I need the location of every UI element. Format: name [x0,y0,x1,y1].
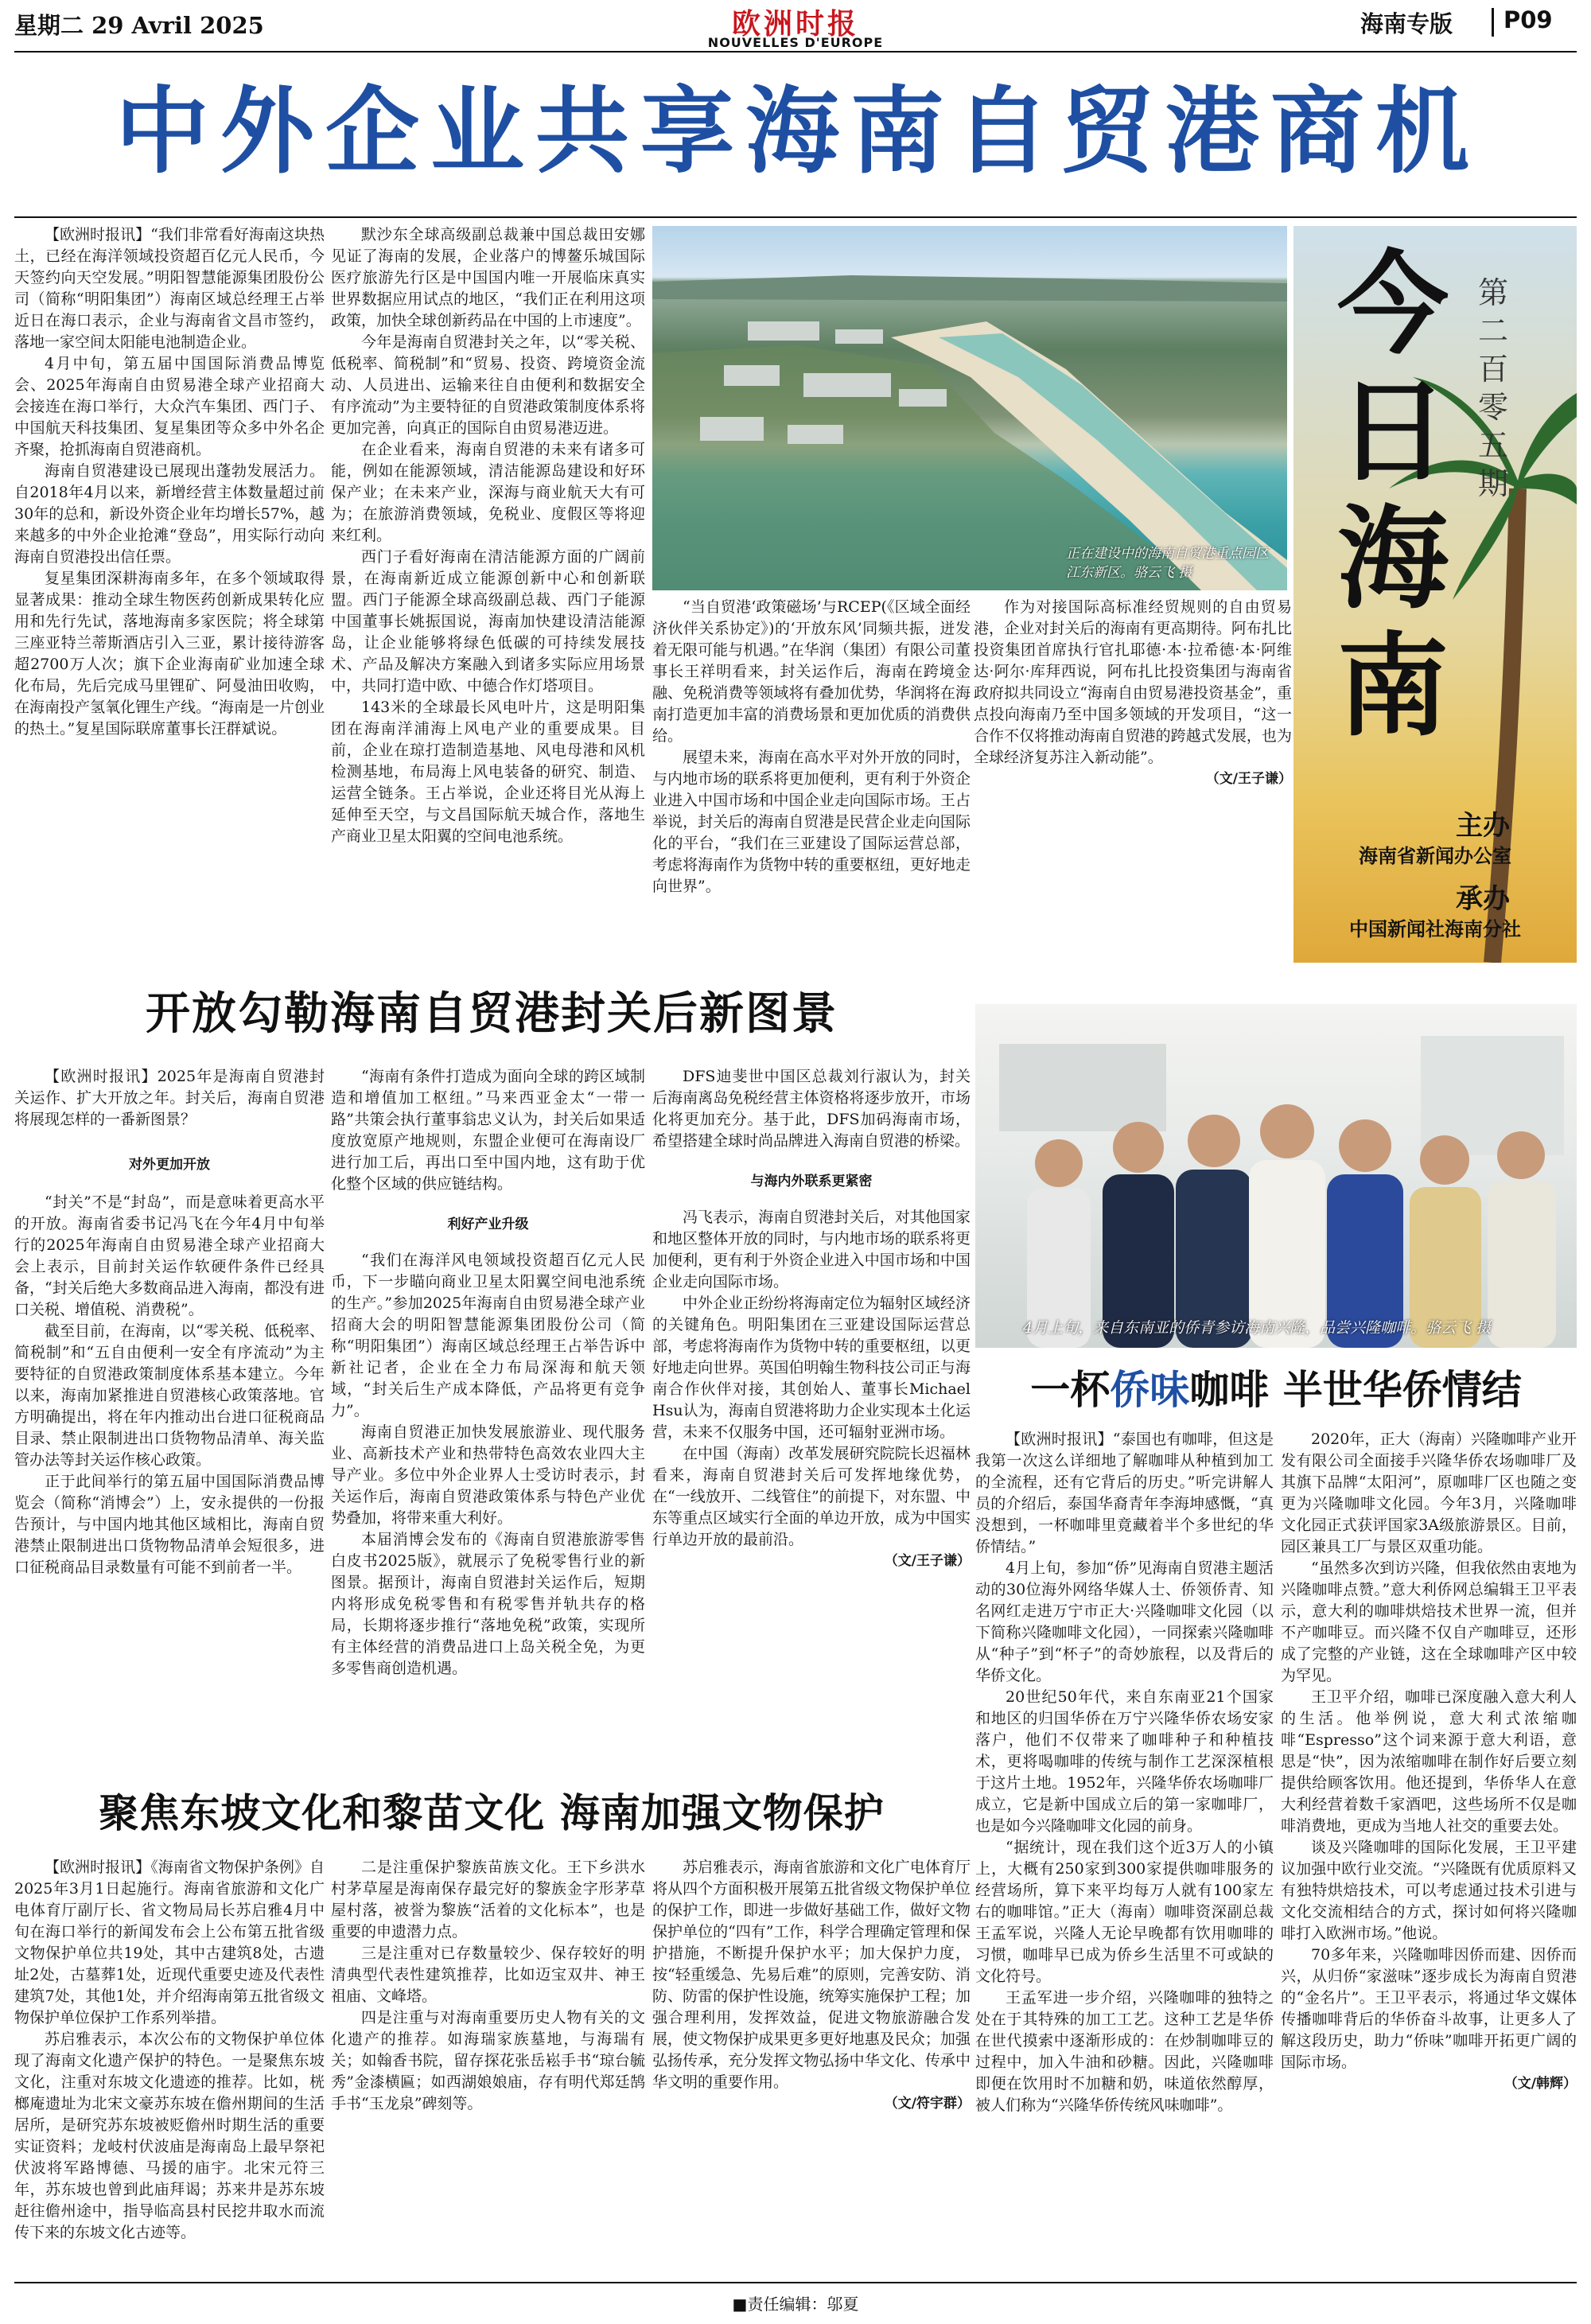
article2-p6: 海南自贸港正加快发展旅游业、现代服务业、高新技术产业和热带特色高效农业四大主导产业。多位中外企业界人士受访时表示，封关运作后，海南自贸港政策体系与特色产业优势叠加，将带来重大利好。 [331,1423,645,1527]
article3-byline: （文/韩辉） [1503,2076,1577,2092]
article2-p11: 在中国（海南）改革发展研究院院长迟福林看来，海南自贸港封关后可发挥地缘优势，在“一线放开、二线管住”的前提下，对东盟、中东等重点区域实行全面的单边开放，成为中国实行单边开放的最前沿。 [652,1445,971,1548]
article1-p7: 在企业看来，海南自贸港的未来有诸多可能，例如在能源领域，清洁能源岛建设和好环保产业；在未来产业，深海与商业航天大有可为；在旅游消费领域，免税业、度假区等将迎来红利。 [331,441,645,544]
coastline-aerial-photo [652,226,1287,590]
banner-title [1333,242,1461,751]
article1-p9: 143米的全球最长风电叶片，这是明阳集团在海南洋浦海上风电产业的重要成果。目前，企业在琼打造制造基地、风电母港和风机检测基地，布局海上风电装备的研究、制造、运营全链条。王占举说，企业还将目光从海上延伸至天空，与文昌国际航天城合作，落地生产商业卫星太阳翼的空间电池系统。 [331,699,645,845]
article1-p12: 作为对接国际高标准经贸规则的自由贸易港，企业对封关后的海南有更高期待。阿布扎比投资集团首席执行官扎耶德·本·拉希德·本·阿维达·阿尔·库拜西说，阿布扎比投资集团与海南省政府拟共同设立“海南自由贸易港投资基金”，重点投向海南乃至中国多领域的开发项目，“这一合作不仅将推动海南自贸港的跨越式发展，也为全球经济复苏注入新动能”。 [974,598,1292,766]
group-photo-caption: 4月上旬，来自东南亚的侨青参访海南兴隆，品尝兴隆咖啡。骆云飞 摄 [1023,1319,1492,1337]
today-hainan-banner [1293,226,1577,963]
article4-col1 [14,1857,325,2271]
article2-p3: 正于此间举行的第五届中国国际消费品博览会（简称“消博会”）上，安永提供的一份报告预计，与中国内地其他区域相比，海南自贸港禁止限制进出口货物物品清单会短很多，进口征税商品目录数量有可能不到前者一半。 [14,1473,325,1576]
article2-p4: “海南有条件打造成为面向全球的跨区域制造和增值加工枢纽。”马来西亚金太“一带一路”共策会执行董事翁忠义认为，封关后如果适度放宽原产地规则，东盟企业便可在海南设厂进行加工后，再出口至中国内地，这有助于优化整个区域的供应链结构。 [331,1068,645,1193]
article3-title-pre: 一杯 [1030,1367,1111,1413]
group-photo-illustration [975,1004,1577,1348]
article1-p3: 海南自贸港建设已展现出蓬勃发展活力。自2018年4月以来，新增经营主体数量超过前30年的总和，新设外资企业年均增长57%，越来越多的中外企业抢滩“登岛”，用实际行动向海南自贸港投出信任票。 [14,462,325,566]
article3-p2: 4月上旬，参加“侨”见海南自贸港主题活动的30位海外网络华媒人士、侨领侨青、知名网红走进万宁市正大·兴隆咖啡文化园（以下简称兴隆咖啡文化园），一同探索兴隆咖啡从“种子”到“杯子”的奇妙旅程，以及背后的华侨文化。 [975,1559,1274,1684]
article4-p1: 【欧洲时报讯】《海南省文物保护条例》自2025年3月1日起施行。海南省旅游和文化广电体育厅副厅长、省文物局局长苏启雅4月中旬在海口举行的新闻发布会上公布第五批省级文物保护单位共19处，其中古建筑8处，古遗址2处，古墓葬1处，近现代重要史迹及代表性建筑7处，其他1处，并介绍海南第五批省级文物保护单位保护工作系列举措。 [14,1859,325,2026]
article2-p1: “封关”不是“封岛”，而是意味着更高水平的开放。海南省委书记冯飞在今年4月中旬举行的2025年海南自由贸易港全球产业招商大会上表示，目前封关运作软硬件条件已经具备，“封关后绝大多数商品进入海南，都没有进口关税、增值税、消费税”。 [14,1193,325,1318]
banner-host: 海南省新闻办公室 [1359,845,1511,867]
article2-p7: 本届消博会发布的《海南自贸港旅游零售白皮书2025版》，就展示了免税零售行业的新图景。据预计，海南自贸港封关运作后，短期内将形成免税零售和有税零售并轨共存的格局，长期将逐步推行“落地免税”政策，实现所有主体经营的消费品进口上岛关税全免，为更多零售商创造机遇。 [331,1531,645,1677]
footer-editor: ■责任编辑：邬夏 [732,2295,859,2314]
article3-p3: 20世纪50年代，来自东南亚21个国家和地区的归国华侨在万宁兴隆华侨农场安家落户，他们不仅带来了咖啡种子和种植技术，更将喝咖啡的传统与制作工艺深深植根于这片土地。1952年，兴隆华侨农场咖啡厂成立，它是新中国成立后的第一家咖啡厂，也是如今兴隆咖啡文化园的前身。 [975,1688,1274,1835]
article2-col2 [331,1066,645,1773]
coffee-visit-group-photo [975,1004,1577,1348]
section-name: 海南专版 [1360,10,1453,37]
article3-p10: 70多年来，兴隆咖啡因侨而建、因侨而兴，从归侨“家滋味”逐步成长为海南自贸港的“金名片”。王卫平表示，将通过华文媒体传播咖啡背后的华侨奋斗故事，让更多人了解这段历史，助力“侨味”咖啡开拓更广阔的国际市场。 [1281,1946,1577,2071]
article1-col4 [974,597,1292,963]
article2-p8: DFS迪斐世中国区总裁刘行淑认为，封关后海南离岛免税经营主体资格将逐步放开，市场化将更加充分。基于此，DFS加码海南市场，希望搭建全球时尚品牌进入海南自贸港的桥梁。 [652,1068,971,1150]
header-rule [14,51,1577,53]
article3-p7: “虽然多次到访兴隆，但我依然由衷地为兴隆咖啡点赞。”意大利侨网总编辑王卫平表示，意大利的咖啡烘焙技术世界一流，但并不产咖啡豆。而兴隆不仅自产咖啡豆，还形成了完整的产业链，这在全球咖啡产区中较为罕见。 [1281,1559,1577,1684]
article2-p10: 中外企业正纷纷将海南定位为辐射区域经济的关键角色。明阳集团在三亚建设国际运营总部，考虑将海南作为货物中转的重要枢纽，以更好地走向世界。英国伯明翰生物科技公司正与海南合作伙伴对接，其创始人、董事长Michael Hsu认为，海南自贸港将助力企业实现本土化运营，未来不仅服务中国，还可辐射亚洲市场。 [652,1294,971,1441]
article2-p5: “我们在海洋风电领域投资超百亿元人民币，下一步瞄向商业卫星太阳翼空间电池系统的生产。”参加2025年海南自由贸易港全球产业招商大会的明阳智慧能源集团股份公司（简称“明阳集团”）海南区域总经理王占举告诉中新社记者，企业在全力布局深海和航天领域，“封关后生产成本降低，产品将更有竞争力”。 [331,1252,645,1419]
article2-col1 [14,1066,325,1773]
banner-issue: 第二百零五期 [1478,275,1509,501]
article4-byline: （文/符宇群） [884,2096,971,2112]
article2-p9: 冯飞表示，海南自贸港封关后，对其他国家和地区整体开放的同时，与内地市场的联系将更加便利，更有利于外资企业进入中国市场和中国企业走向国际市场。 [652,1209,971,1290]
banner-org: 中国新闻社海南分社 [1349,918,1521,940]
article2-subheading-2: 利好产业升级 [447,1216,529,1232]
article3-p6: 2020年，正大（海南）兴隆咖啡产业开发有限公司全面接手兴隆华侨农场咖啡厂及其旗下品牌“太阳河”，原咖啡厂区也随之变更为兴隆咖啡文化园。今年3月，兴隆咖啡文化园正式获评国家3A级旅游景区。目前，园区兼具工厂与景区双重功能。 [1281,1431,1577,1555]
article4-p5: 四是注重与对海南重要历史人物有关的文化遗产的推荐。如海瑞家族墓地，与海瑞有关；如翰香书院，留存探花张岳崧手书“琼台毓秀”金漆横匾；如西湖娘娘庙，存有明代郑廷鹄手书“玉龙泉”碑刻等。 [331,2009,645,2112]
article1-p10: “当自贸港‘政策磁场’与RCEP(《区域全面经济伙伴关系协定》)的‘开放东风’同频共振，迸发着无限可能与机遇。”在华润（集团）有限公司董事长王祥明看来，封关运作后，海南在跨境金融、免税消费等领域将有叠加优势，华润将在海南打造更加丰富的消费场景和更加优质的消费供给。 [652,598,971,745]
article4-p4: 三是注重对已存数量较少、保存较好的明清典型代表性建筑推荐，比如迈宝双井、神王祖庙、文峰塔。 [331,1944,645,2005]
article1-col2 [331,224,645,963]
issue-date: 星期二 29 Avril 2025 [14,12,264,39]
banner-org-label: 承办 [1456,883,1510,915]
article1-p2: 4月中旬，第五届中国国际消费品博览会、2025年海南自由贸易港全球产业招商大会接连在海口举行，大众汽车集团、西门子、中国航天科技集团、复星集团等众多中外名企齐聚，抢抓海南自贸港商机。 [14,355,325,458]
header-divider [1492,8,1494,37]
headline-rule [14,216,1577,218]
article1-p4: 复星集团深耕海南多年，在多个领域取得显著成果：推动全球生物医药创新成果转化应用和先行先试，落地海南多家医院；将全球第三座亚特兰蒂斯酒店引入三亚，累计接待游客超2700万人次；旗下企业海南矿业加速全球化布局，先后完成马里锂矿、阿曼油田收购，在海南投产氢氧化锂生产线。“海南是一片创业的热土。”复星国际联席董事长汪群斌说。 [14,570,325,738]
article1-byline: （文/王子谦） [1205,771,1292,787]
article2-intro: 【欧洲时报讯】2025年是海南自贸港封关运作、扩大开放之年。封关后，海南自贸港将展现怎样的一番新图景？ [14,1068,325,1128]
banner-title-text: 今日海南 [1336,240,1449,752]
article4-col3 [652,1857,971,2271]
article1-p6: 今年是海南自贸港封关之年，以“零关税、低税率、简税制”和“贸易、投资、跨境资金流动、人员进出、运输来往自由便利和数据安全有序流动”为主要特征的自贸港政策制度体系将更加完善，向真正的国际自由贸易港迈进。 [331,333,645,437]
coastline-photo-caption: 正在建设中的海南自贸港重点园区江东新区。骆云飞 摄 [1066,546,1269,581]
article3-p8: 王卫平介绍，咖啡已深度融入意大利人的生活。他举例说，意大利式浓缩咖啡“Espresso”这个词来源于意大利语，意思是“快”，因为浓缩咖啡在制作好后要立刻提供给顾客饮用。他还提到，华侨华人在意大利经营着数千家酒吧，这些场所不仅是咖啡消费地，更成为当地人社交的重要去处。 [1281,1688,1577,1835]
article3-p1: 【欧洲时报讯】“泰国也有咖啡，但这是我第一次这么详细地了解咖啡从种植到加工的全流程，还有它背后的历史。”听完讲解人员的介绍后，泰国华裔青年李海坤感慨，“真没想到，一杯咖啡里竟藏着半个多世纪的华侨情结。” [975,1431,1274,1555]
article2-headline: 开放勾勒海南自贸港封关后新图景 [146,988,838,1040]
article4-col2 [331,1857,645,2271]
article4-p2: 苏启雅表示，本次公布的文物保护单位体现了海南文化遗产保护的特色。一是聚焦东坡文化，注重对东坡文化遗迹的推荐。比如，桄榔庵遗址为北宋文豪苏东坡在儋州期间的生活居所，是研究苏东坡被贬儋州时期生活的重要实证资料；龙岐村伏波庙是海南岛上最早祭祀伏波将军路博德、马援的庙宇。北宋元符三年，苏东坡也曾到此庙拜谒；苏来井是苏东坡赶往儋州途中，指导临高县村民挖井取水而流传下来的东坡文化古迹等。 [14,2030,325,2241]
article4-headline: 聚焦东坡文化和黎苗文化 海南加强文物保护 [99,1790,885,1836]
article4-p3: 二是注重保护黎族苗族文化。王下乡洪水村茅草屋是海南保存最完好的黎族金字形茅草屋村落，被誉为黎族“活着的文化标本”，也是重要的申遗潜力点。 [331,1859,645,1941]
banner-host-label: 主办 [1456,810,1510,842]
article2-subheading-3: 与海内外联系更紧密 [750,1174,873,1189]
article2-col3 [652,1066,971,1773]
article2-subheading-1: 对外更加开放 [129,1157,210,1173]
article3-title-post: 咖啡 半世华侨情结 [1189,1367,1522,1413]
page-header [0,0,1591,49]
article2-byline: （文/王子谦） [884,1553,971,1569]
article3-headline [975,1365,1577,1415]
article3-title-highlight: 侨味 [1110,1367,1190,1413]
article1-p11: 展望未来，海南在高水平对外开放的同时，与内地市场的联系将更加便利，更有利于外资企业进入中国市场和中国企业走向国际市场。王占举说，封关后的海南自贸港是民营企业走向国际化的平台，“我们在三亚建设了国际运营总部，考虑将海南作为货物中转的重要枢纽，更好地走向世界”。 [652,749,971,895]
article1-col1 [14,224,325,963]
article4-p6: 苏启雅表示，海南省旅游和文化广电体育厅将从四个方面积极开展第五批省级文物保护单位的保护工作，即进一步做好基础工作，做好文物保护单位的“四有”工作，科学合理确定管理和保护措施，不断提升保护水平；加大保护力度，按“轻重缓急、先易后难”的原则，完善安防、消防、防雷的保护性设施，统筹实施保护工程；加强合理利用，发挥效益，促进文物旅游融合发展，使文物保护成果更多更好地惠及民众；加强弘扬传承，充分发挥文物弘扬中华文化、传承中华文明的重要作用。 [652,1859,971,2091]
coastline-illustration [652,226,1287,590]
article1-p8: 西门子看好海南在清洁能源方面的广阔前景，在海南新近成立能源创新中心和创新联盟。西门子能源全球高级副总裁、西门子能源中国董事长姚振国说，海南加快建设清洁能源岛，让企业能够将绿色低碳的可持续发展技术、产品及解决方案融入到诸多实际应用场景中，共同打造中欧、中德合作灯塔项目。 [331,548,645,695]
main-headline: 中外企业共享海南自贸港商机 [115,76,1480,186]
article1-p1: 【欧洲时报讯】“我们非常看好海南这块热土，已经在海洋领域投资超百亿元人民币，今天签约向天空发展。”明阳智慧能源集团股份公司（简称“明阳集团”）海南区域总经理王占举近日在海口表示，企业与海南省文昌市签约，落地一家空间太阳能电池制造企业。 [14,226,325,351]
article1-p5: 默沙东全球高级副总裁兼中国总裁田安娜见证了海南的发展，企业落户的博鳌乐城国际医疗旅游先行区是中国国内唯一开展临床真实世界数据应用试点的地区，“我们正在利用这项政策，加快全球创新药品在中国的上市速度”。 [331,226,645,329]
article3-p4: “据统计，现在我们这个近3万人的小镇上，大概有250家到300家提供咖啡服务的经营场所，算下来平均每万人就有100家左右的咖啡馆。”正大（海南）咖啡资深副总裁王孟军说，兴隆人无论早晚都有饮用咖啡的习惯，咖啡早已成为侨乡生活里不可或缺的文化符号。 [975,1839,1274,1985]
article1-col3 [652,597,971,963]
masthead-subtitle: NOUVELLES D'EUROPE [707,35,884,50]
article3-col2 [1281,1429,1577,2272]
article2-p2: 截至目前，在海南，以“零关税、低税率、简税制”和“五自由便利一安全有序流动”为主要特征的自贸港政策制度体系基本建立。今年以来，海南加紧推进自贸港核心政策落地。官方明确提出，将在年内推动出台进口征税商品目录、禁止限制进出口货物物品清单、海关监管办法等封关运作核心政策。 [14,1322,325,1469]
article3-p5: 王孟军进一步介绍，兴隆咖啡的独特之处在于其特殊的加工工艺。这种工艺是华侨在世代摸索中逐渐形成的：在炒制咖啡豆的过程中，加入牛油和砂糖。因此，兴隆咖啡即便在饮用时不加糖和奶，味道依然醇厚，被人们称为“兴隆华侨传统风味咖啡”。 [975,1989,1274,2114]
masthead-logo: 欧洲时报 [731,7,859,41]
page-number: P09 [1503,6,1553,33]
footer-rule [14,2282,1577,2283]
article3-col1 [975,1429,1274,2272]
article3-p9: 谈及兴隆咖啡的国际化发展，王卫平建议加强中欧行业交流。“兴隆既有优质原料又有独特烘焙技术，可以考虑通过技术引进与文化交流相结合的方式，探讨如何将兴隆咖啡打入欧洲市场。”他说。 [1281,1839,1577,1942]
